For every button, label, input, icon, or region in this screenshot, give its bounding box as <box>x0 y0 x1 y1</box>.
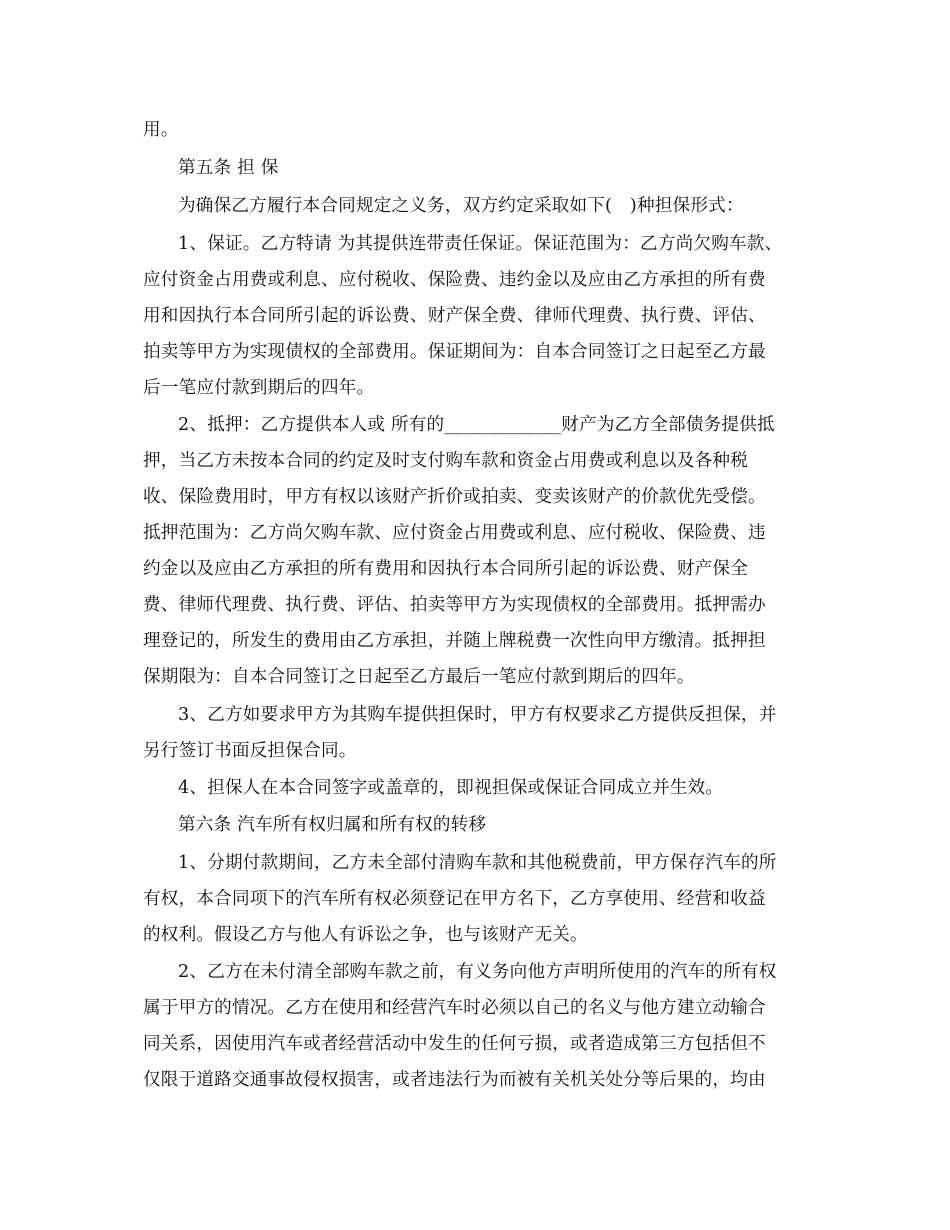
text-line: 约金以及应由乙方承担的所有费用和因执行本合同所引起的诉讼费、财产保全 <box>143 559 748 579</box>
text-line: 3、乙方如要求甲方为其购车提供担保时，甲方有权要求乙方提供反担保，并 <box>178 705 777 725</box>
text-line: 2、抵押：乙方提供本人或 所有的_____________财产为乙方全部债务提供抵 <box>178 415 775 435</box>
text-line: 另行签订书面反担保合同。 <box>143 741 357 761</box>
text-line: 4、担保人在本合同签字或盖章的，即视担保或保证合同成立并生效。 <box>178 778 724 798</box>
text-line: 押，当乙方未按本合同的约定及时支付购车款和资金占用费或利息以及各种税 <box>143 451 748 471</box>
text-line: 1、分期付款期间，乙方未全部付清购车款和其他税费前，甲方保存汽车的所 <box>178 853 777 873</box>
text-line: 理登记的，所发生的费用由乙方承担，并随上牌税费一次性向甲方缴清。抵押担 <box>143 631 766 651</box>
text-line: 费、律师代理费、执行费、评估、拍卖等甲方为实现债权的全部费用。抵押需办 <box>143 595 766 615</box>
text-line: 仅限于道路交通事故侵权损害，或者违法行为而被有关机关处分等后果的，均由 <box>143 1070 766 1090</box>
text-line: 同关系，因使用汽车或者经营活动中发生的任何亏损，或者造成第三方包括但不 <box>143 1034 766 1054</box>
text-line: 2、乙方在未付清全部购车款之前，有义务向他方声明所使用的汽车的所有权 <box>178 962 777 982</box>
text-line: 应付资金占用费或利息、应付税收、保险费、违约金以及应由乙方承担的所有费 <box>143 270 766 290</box>
text-line: 用和因执行本合同所引起的诉讼费、财产保全费、律师代理费、执行费、评估、 <box>143 306 766 326</box>
text-line: 收、保险费用时，甲方有权以该财产折价或拍卖、变卖该财产的价款优先受偿。 <box>143 487 766 507</box>
section-heading: 第六条 汽车所有权归属和所有权的转移 <box>178 815 487 835</box>
text-line: 属于甲方的情况。乙方在使用和经营汽车时必须以自己的名义与他方建立动输合 <box>143 998 766 1018</box>
text-line: 抵押范围为：乙方尚欠购车款、应付资金占用费或利息、应付税收、保险费、违 <box>143 523 766 543</box>
text-line: 1、保证。乙方特请 为其提供连带责任保证。保证范围为：乙方尚欠购车款、 <box>178 234 783 254</box>
text-line: 保期限为：自本合同签订之日起至乙方最后一笔应付款到期后的四年。 <box>143 667 695 687</box>
text-line: 的权利。假设乙方与他人有诉讼之争，也与该财产无关。 <box>143 925 588 945</box>
text-line: 为确保乙方履行本合同规定之义务，双方约定采取如下( )种担保形式： <box>178 196 744 216</box>
text-line: 后一笔应付款到期后的四年。 <box>143 378 375 398</box>
section-heading: 第五条 担 保 <box>178 158 279 178</box>
text-line: 用。 <box>143 120 179 140</box>
text-line: 有权，本合同项下的汽车所有权必须登记在甲方名下，乙方享使用、经营和收益 <box>143 889 766 909</box>
text-line: 拍卖等甲方为实现债权的全部费用。保证期间为：自本合同签订之日起至乙方最 <box>143 342 766 362</box>
